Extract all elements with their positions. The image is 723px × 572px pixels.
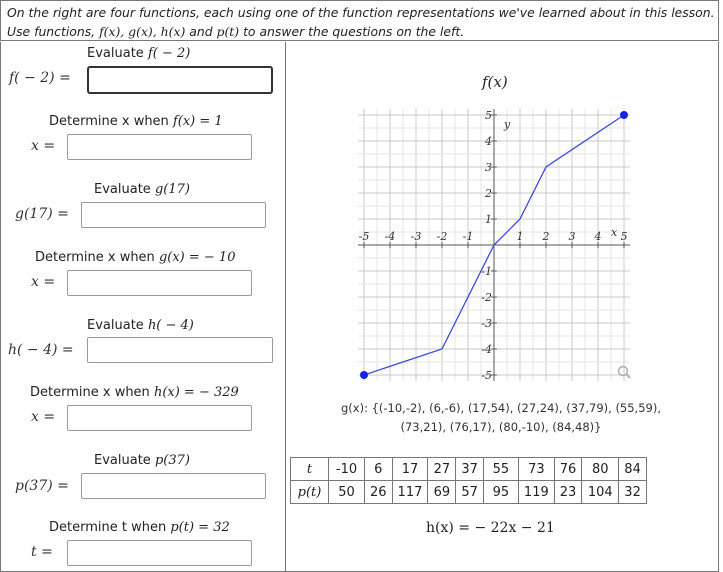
y-tick-label: -2 (481, 291, 492, 304)
question-1-label: Evaluate (87, 46, 144, 61)
graph-title: f(x) (482, 73, 508, 91)
table-cell: 27 (428, 458, 456, 481)
y-tick-label: 3 (485, 161, 492, 174)
question-4-label: Determine x when (35, 250, 155, 265)
answer-input-x-g-eq-neg10[interactable] (67, 270, 252, 296)
h-formula: h(x) = − 22x − 21 (426, 520, 555, 536)
answer-input-p-37[interactable] (81, 473, 266, 499)
x-tick-label: 4 (594, 230, 602, 243)
question-3-label: Evaluate (94, 182, 151, 197)
answer-input-t-p-eq-32[interactable] (67, 540, 252, 566)
question-1-title (87, 46, 190, 61)
y-tick-label: 1 (485, 213, 492, 226)
question-8-label: Determine t when (49, 520, 167, 535)
answer-input-h-neg4[interactable] (87, 337, 273, 363)
y-tick-label: -5 (481, 369, 492, 382)
g-function-set (326, 399, 676, 437)
table-header-t: t (291, 458, 329, 481)
table-cell: 69 (428, 481, 456, 504)
answer-input-f-neg2[interactable] (87, 66, 273, 94)
question-6-prefix: x = (31, 409, 56, 425)
endpoint-dot (620, 111, 628, 119)
y-tick-label: -3 (481, 317, 492, 330)
g-set-line-1: g(x): {(-10,-2), (6,-6), (17,54), (27,24), (37,79), (55,59), (340, 401, 661, 415)
x-tick-label: 3 (568, 230, 576, 243)
question-2-label: Determine x when (49, 114, 169, 129)
instructions (0, 0, 719, 41)
question-7-math: p(37) (154, 453, 190, 468)
table-cell: 23 (554, 481, 582, 504)
instructions-text: Use functions, (7, 24, 96, 39)
question-5-title (87, 318, 194, 333)
question-4-title (35, 250, 235, 265)
x-tick-label: -2 (436, 230, 448, 243)
table-cell: 117 (392, 481, 428, 504)
x-tick-label: -1 (462, 230, 474, 243)
table-cell: 104 (582, 481, 619, 504)
question-7-label: Evaluate (94, 453, 151, 468)
table-cell: 26 (365, 481, 393, 504)
y-tick-label: -1 (481, 265, 492, 278)
question-2-math: f(x) = 1 (172, 114, 223, 129)
x-axis-label: x (611, 226, 618, 239)
x-tick-label: -3 (410, 230, 422, 243)
question-8-title (49, 520, 230, 535)
table-cell: 32 (619, 481, 647, 504)
g-set-line-2: (73,21), (76,17), (80,-10), (84,48)} (400, 420, 602, 434)
answer-input-g-17[interactable] (81, 202, 266, 228)
instructions-p: p(t) (216, 24, 240, 39)
question-7-title (94, 453, 190, 468)
question-3-prefix: g(17) = (15, 206, 69, 222)
table-cell: 55 (483, 458, 518, 481)
p-table (290, 457, 647, 504)
question-8-prefix: t = (31, 544, 53, 560)
question-7-prefix: p(37) = (15, 478, 69, 494)
question-1-math: f( − 2) (147, 46, 191, 61)
question-6-math: h(x) = − 329 (153, 385, 239, 400)
table-cell: 37 (456, 458, 484, 481)
y-tick-label: 4 (485, 135, 492, 148)
question-4-prefix: x = (31, 274, 56, 290)
y-axis-label: y (504, 118, 511, 131)
questions-panel (0, 42, 286, 572)
x-tick-label: 2 (542, 230, 550, 243)
instructions-functions: f(x), g(x), h(x) (99, 24, 186, 39)
table-cell: 6 (365, 458, 393, 481)
table-header-p: p(t) (291, 481, 329, 504)
f-graph (286, 42, 719, 392)
answer-input-x-f-eq-1[interactable] (67, 134, 252, 160)
endpoint-dot (360, 371, 368, 379)
question-4-math: g(x) = − 10 (158, 250, 236, 265)
question-3-math: g(17) (154, 182, 190, 197)
table-cell: -10 (329, 458, 365, 481)
table-cell: 80 (582, 458, 619, 481)
question-5-label: Evaluate (87, 318, 144, 333)
question-2-prefix: x = (31, 138, 56, 154)
y-tick-label: 5 (485, 109, 492, 122)
question-2-title (49, 114, 223, 129)
x-tick-label: -5 (358, 230, 370, 243)
table-cell: 84 (619, 458, 647, 481)
y-tick-label: -4 (481, 343, 492, 356)
instructions-and: and (189, 24, 213, 39)
table-cell: 17 (392, 458, 428, 481)
instructions-suffix: to answer the questions on the left. (243, 24, 465, 39)
question-1-prefix: f( − 2) = (9, 70, 71, 86)
question-6-label: Determine x when (30, 385, 150, 400)
instructions-line-2 (7, 22, 712, 41)
question-6-title (30, 385, 239, 400)
question-8-math: p(t) = 32 (170, 520, 230, 535)
y-tick-label: 2 (485, 187, 492, 200)
answer-input-x-h-eq-neg329[interactable] (67, 405, 252, 431)
x-tick-label: -4 (384, 230, 396, 243)
table-cell: 95 (483, 481, 518, 504)
table-cell: 119 (518, 481, 554, 504)
question-5-prefix: h( − 4) = (8, 342, 74, 358)
table-cell: 57 (456, 481, 484, 504)
table-cell: 73 (518, 458, 554, 481)
functions-panel (286, 42, 719, 572)
question-3-title (94, 182, 190, 197)
table-cell: 50 (329, 481, 365, 504)
x-tick-label: 1 (516, 230, 524, 243)
x-tick-label: 5 (620, 230, 628, 243)
instructions-line-1: On the right are four functions, each using one of the function representations we've learned about in this lesson. (7, 5, 715, 20)
table-cell: 76 (554, 458, 582, 481)
question-5-math: h( − 4) (147, 318, 194, 333)
table-row-t (291, 458, 647, 481)
table-row-p (291, 481, 647, 504)
